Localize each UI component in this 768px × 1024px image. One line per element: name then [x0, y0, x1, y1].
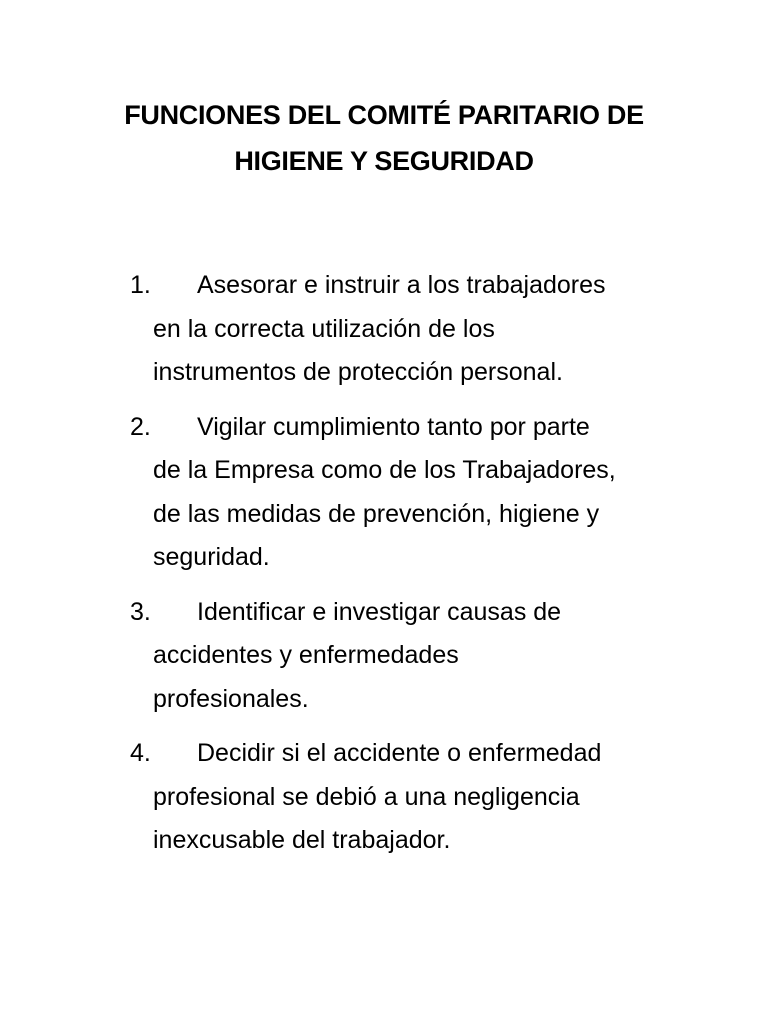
item-line: Asesorar e instruir a los trabajadores	[197, 271, 606, 299]
item-line: en la correcta utilización de los	[153, 314, 495, 343]
item-line: inexcusable del trabajador.	[153, 826, 451, 854]
item-number: 2.	[130, 412, 151, 441]
item-line: seguridad.	[153, 543, 270, 571]
functions-list	[130, 264, 670, 874]
item-number: 3.	[130, 597, 151, 626]
item-line: accidentes y enfermedades	[153, 641, 459, 669]
item-line: profesionales.	[153, 684, 309, 713]
item-line: instrumentos de protección personal.	[153, 358, 563, 386]
title-line-1: FUNCIONES DEL COMITÉ PARITARIO DE	[124, 100, 644, 130]
item-number: 1.	[130, 271, 151, 299]
list-item	[130, 732, 670, 863]
item-line: Vigilar cumplimiento tanto por parte	[197, 412, 590, 441]
list-item	[130, 591, 670, 722]
item-line: de la Empresa como de los Trabajadores,	[153, 456, 616, 484]
item-line: profesional se debió a una negligencia	[153, 782, 580, 811]
document-title	[0, 92, 768, 184]
list-item	[130, 264, 670, 395]
title-line-2: HIGIENE Y SEGURIDAD	[234, 146, 534, 176]
item-number: 4.	[130, 739, 151, 767]
list-item	[130, 406, 670, 580]
item-line: Decidir si el accidente o enfermedad	[197, 739, 602, 767]
item-line: de las medidas de prevención, higiene y	[153, 499, 600, 528]
item-line: Identificar e investigar causas de	[197, 597, 562, 626]
